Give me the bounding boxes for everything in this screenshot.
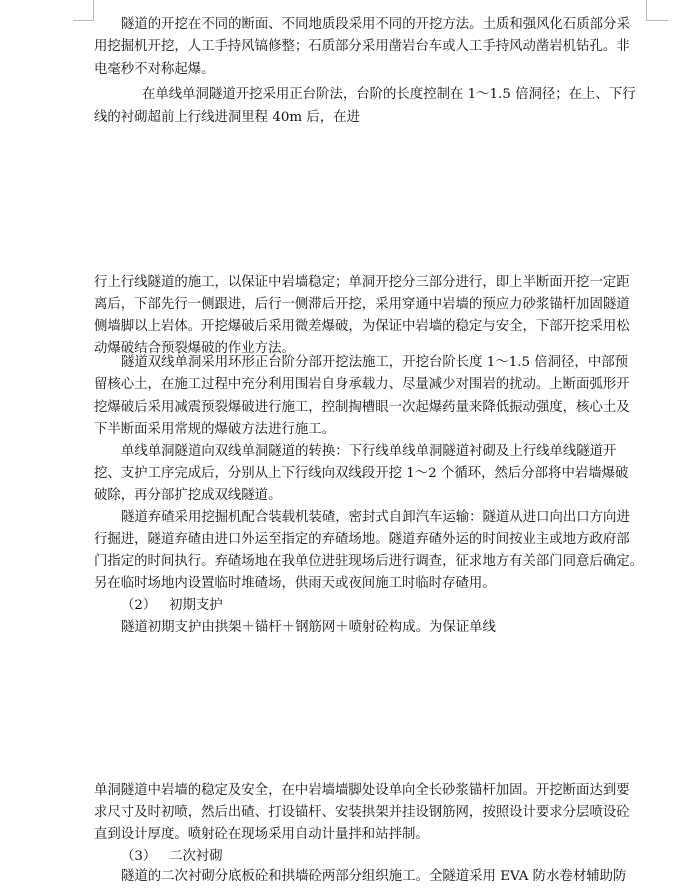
body-text-line: 用挖掘机开挖，人工手持风镐修整；石质部分采用凿岩台车或人工手持风动凿岩机钻孔。非: [94, 39, 630, 54]
page-corner-mark-left-h: [73, 20, 94, 21]
body-text-line: 下半断面采用常规的爆破方法进行施工。: [94, 422, 336, 437]
body-text-line: 隧道双线单洞采用环形正台阶分部开挖法施工，开挖台阶长度 1～1.5 倍洞径，中部预: [121, 355, 628, 370]
body-text-line: 在单线单洞隧道开挖采用正台阶法，台阶的长度控制在 1～1.5 倍洞径；在上、下行: [142, 87, 636, 102]
body-text-line: 隧道初期支护由拱架＋锚杆＋钢筋网＋喷射砼构成。为保证单线: [121, 620, 496, 635]
page-corner-mark-right: [646, 0, 647, 20]
section-heading: （2） 初期支护: [121, 598, 223, 613]
body-text-line: 求尺寸及时初喷，然后出碴、打设锚杆、安装拱架并挂设钢筋网，按照设计要求分层喷设砼: [94, 805, 630, 820]
body-text-line: 单洞隧道中岩墙的稳定及安全，在中岩墙墙脚处设单向全长砂浆锚杆加固。开挖断面达到要: [94, 783, 630, 798]
body-text-line: 留核心土，在施工过程中充分利用围岩自身承载力、尽量减少对围岩的扰动。上断面弧形开: [94, 377, 630, 392]
body-text-line: 离后，下部先行一侧跟进，后行一侧滞后开挖，采用穿通中岩墙的预应力砂浆锚杆加固隧道: [94, 297, 630, 312]
body-text-line: 隧道的开挖在不同的断面、不同地质段采用不同的开挖方法。土质和强风化石质部分采: [121, 17, 630, 32]
body-text-line: 隧道的二次衬砌分底板砼和拱墙砼两部分组织施工。全隧道采用 EVA 防水卷材辅助防: [121, 869, 627, 884]
body-text-line: 动爆破结合预裂爆破的作业方法。: [94, 341, 295, 356]
section-heading: （3） 二次衬砌: [121, 849, 223, 864]
body-text-line: 门指定的时间执行。弃碴场地在我单位进驻现场后进行调查，征求地方有关部门同意后确定。: [94, 554, 644, 569]
body-text-line: 挖、支护工序完成后，分别从上下行线向双线段开挖 1～2 个循环，然后分部将中岩墙爆破: [94, 466, 629, 481]
body-text-line: 挖爆破后采用减震预裂爆破进行施工，控制掏槽眼一次起爆药量来降低振动强度，核心土及: [94, 400, 630, 415]
body-text-line: 另在临时场地内设置临时堆碴场，供雨天或夜间施工时临时存碴用。: [94, 576, 496, 591]
body-text-line: 线的衬砌超前上行线进洞里程 40m 后，在进: [94, 110, 360, 125]
body-text-line: 单线单洞隧道向双线单洞隧道的转换：下行线单线单洞隧道衬砌及上行线单线隧道开: [121, 444, 617, 459]
body-text-line: 侧墙脚以上岩体。开挖爆破后采用微差爆破，为保证中岩墙的稳定与安全，下部开挖采用松: [94, 319, 630, 334]
body-text-line: 隧道弃碴采用挖掘机配合装载机装碴，密封式自卸汽车运输：隧道从进口向出口方向进: [121, 510, 630, 525]
body-text-line: 行掘进，隧道弃碴由进口外运至指定的弃碴场地。隧道弃碴外运的时间按业主或地方政府部: [94, 532, 630, 547]
body-text-line: 直到设计厚度。喷射砼在现场采用自动计量拌和站拌制。: [94, 827, 429, 842]
body-text-line: 电毫秒不对称起爆。: [94, 62, 215, 77]
body-text-line: 行上行线隧道的施工，以保证中岩墙稳定；单洞开挖分三部分进行，即上半断面开挖一定距: [94, 275, 630, 290]
page-corner-mark-left: [93, 0, 94, 20]
page-corner-mark-right-h: [646, 20, 668, 21]
body-text-line: 破除，再分部扩挖成双线隧道。: [94, 488, 282, 503]
